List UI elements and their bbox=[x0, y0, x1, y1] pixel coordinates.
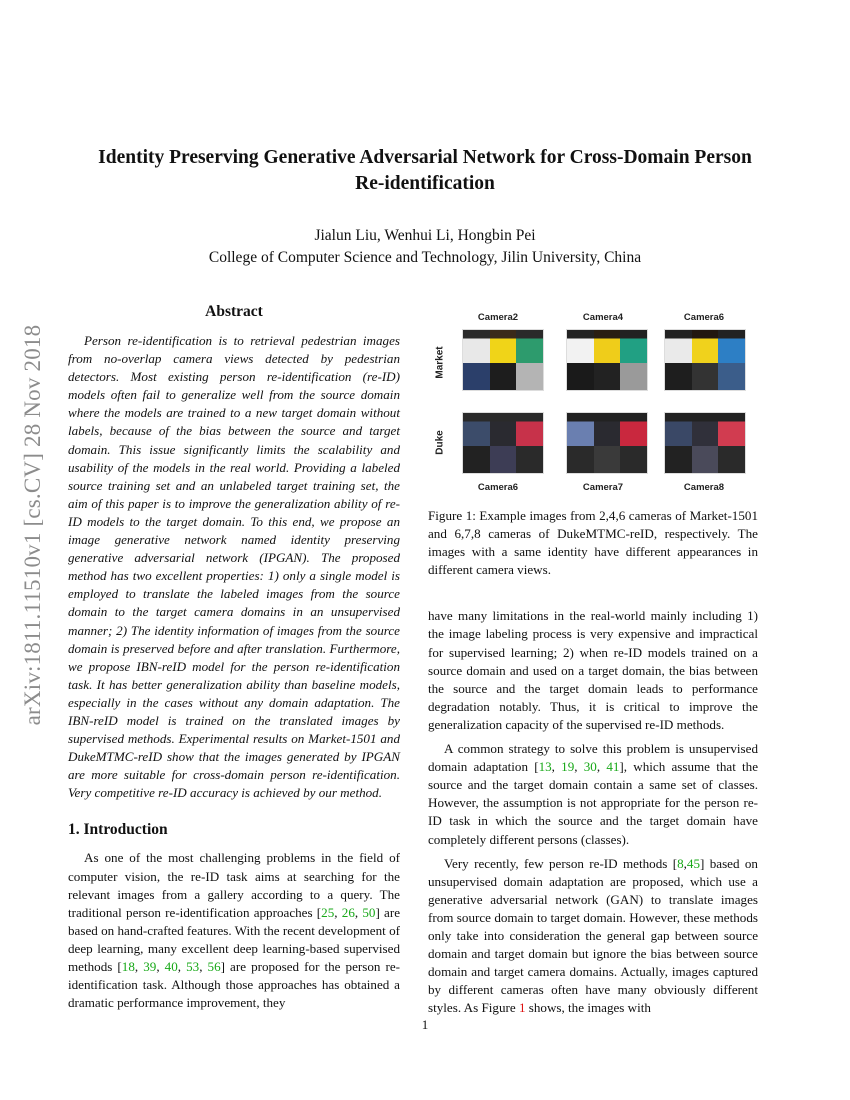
camera-label: Camera6 bbox=[683, 312, 725, 323]
page-number: 1 bbox=[421, 1017, 429, 1032]
citation-link[interactable]: 41 bbox=[606, 759, 620, 775]
right-paragraph-1: have many limitations in the real-world mainly including 1) the image labeling process is very expensive and impractical for supervised learning; 2) when re-ID models trained on a source domain and used on a target domain, the bias between the source and the target domain leads to performance degradation notably. Thus, it is critical to improve the generalization capacity of the supervised re-ID methods. bbox=[428, 608, 758, 732]
right-paragraph-3: Very recently, few person re-ID methods [8,45] based on unsupervised domain adaptation are proposed, which use a generative adversarial network (GAN) to translate images from source domain to target domain. However, these methods only take into consideration the general gap between source domain and target domain but ignore the bias between source domain and target camera domains. Actually, images captured by different cameras often have many obviously different styles. As Figure 1 shows, the images with bbox=[428, 855, 758, 1016]
affiliation: College of Computer Science and Technology, Jilin University, China bbox=[208, 249, 642, 266]
left-column bbox=[68, 302, 400, 1018]
authors: Jialun Liu, Wenhui Li, Hongbin Pei bbox=[314, 227, 536, 244]
citation-link[interactable]: 40 bbox=[164, 959, 178, 974]
citation-link[interactable]: 56 bbox=[207, 959, 221, 974]
intro-paragraph: As one of the most challenging problems in the field of computer vision, the re-ID task aims at searching for the relevant images from a gallery according to a query. The traditional person re-identification approaches [25, 26, 50] are based on hand-crafted features. With the recent development of deep learning, many excellent deep learning-based supervised methods [18, 39, 40, 53, 56] are proposed for the person re-identification task. Although those approaches has obtained a dramatic performance improvement, they bbox=[68, 850, 401, 1011]
title-line-1: Identity Preserving Generative Adversarial Network for Cross-Domain Person bbox=[98, 147, 752, 168]
abstract-heading: Abstract bbox=[205, 303, 263, 320]
citation-link[interactable]: 18 bbox=[121, 959, 135, 974]
market-camera2-image bbox=[462, 329, 544, 391]
camera-label: Camera8 bbox=[683, 482, 725, 493]
market-camera4-image bbox=[566, 329, 648, 391]
right-column bbox=[428, 312, 758, 1023]
camera-label: Camera7 bbox=[582, 482, 624, 493]
citation-link[interactable]: 25 bbox=[321, 904, 335, 920]
citation-link[interactable]: 8 bbox=[677, 855, 684, 871]
figure-1 bbox=[428, 312, 758, 497]
citation-link[interactable]: 13 bbox=[538, 759, 552, 775]
camera-label: Camera6 bbox=[477, 482, 519, 493]
abstract-text: Person re-identification is to retrieval pedestrian images from no-overlap camera views detected by pedestrian detectors. Most existing person re-identification (re-ID) models often fail to generalize well from the source domain where the models are trained to a new target domain without labels, because of the bias between the source and target domain. This issue significantly limits the scalability and usability of the models in the real world. Providing a labeled source training set and an unlabeled target training set, the aim of this paper is to improve the generalization ability of re-ID models to the target domain. To this end, we propose an image generative network named identity preserving generative adversarial network (IPGAN). The proposed method has two excellent properties: 1) only a single model is employed to translate the labeled images from the source domain to the target camera domains in an unsupervised manner; 2) The identity information of images from the source domain is preserved before and after translation. Furthermore, we propose IBN-reID model for the person re-identification task. It has better generalization ability than baseline models, especially in the cases without any domain adaptation. The IBN-reID model is trained on the translated images by supervised methods. Experimental results on Market-1501 and DukeMTMC-reID show that the images generated by IPGAN are more suitable for cross-domain person re-identification. Very competitive re-ID accuracy is achieved by our method. bbox=[68, 333, 400, 801]
arxiv-id: arXiv:1811.11510v1 [cs.CV] 28 Nov 2018 bbox=[20, 324, 45, 726]
market-camera6-image bbox=[664, 329, 746, 391]
intro-heading: 1. Introduction bbox=[68, 821, 168, 839]
arxiv-stamp bbox=[18, 290, 48, 760]
camera-label: Camera2 bbox=[477, 312, 519, 323]
citation-link[interactable]: 53 bbox=[186, 959, 200, 974]
duke-camera7-image bbox=[566, 412, 648, 474]
right-paragraph-2: A common strategy to solve this problem is unsupervised domain adaptation [13, 19, 30, 41], which assume that the source and the target domain contain a same set of classes. However, the assumption is not appropriate for the person re-ID task in which the source and the target domain have completely different persons (classes). bbox=[428, 741, 759, 847]
row-label-duke: Duke bbox=[434, 430, 446, 455]
citation-link[interactable]: 50 bbox=[362, 904, 376, 920]
citation-link[interactable]: 45 bbox=[686, 855, 700, 871]
duke-camera8-image bbox=[664, 412, 746, 474]
figure-reference-link[interactable]: 1 bbox=[518, 1000, 526, 1016]
paper-title bbox=[60, 145, 790, 197]
citation-link[interactable]: 19 bbox=[561, 759, 575, 775]
citation-link[interactable]: 26 bbox=[341, 904, 355, 920]
figure-1-caption: Figure 1: Example images from 2,4,6 cameras of Market-1501 and 6,7,8 cameras of DukeMTMC-reID, respectively. The images with a same identity have different appearances in different camera views. bbox=[428, 508, 758, 578]
duke-camera6-image bbox=[462, 412, 544, 474]
author-block bbox=[60, 225, 790, 269]
citation-link[interactable]: 30 bbox=[583, 759, 597, 775]
row-label-market: Market bbox=[434, 346, 446, 379]
camera-label: Camera4 bbox=[582, 312, 624, 323]
title-line-2: Re-identification bbox=[355, 173, 495, 194]
citation-link[interactable]: 39 bbox=[143, 959, 157, 974]
